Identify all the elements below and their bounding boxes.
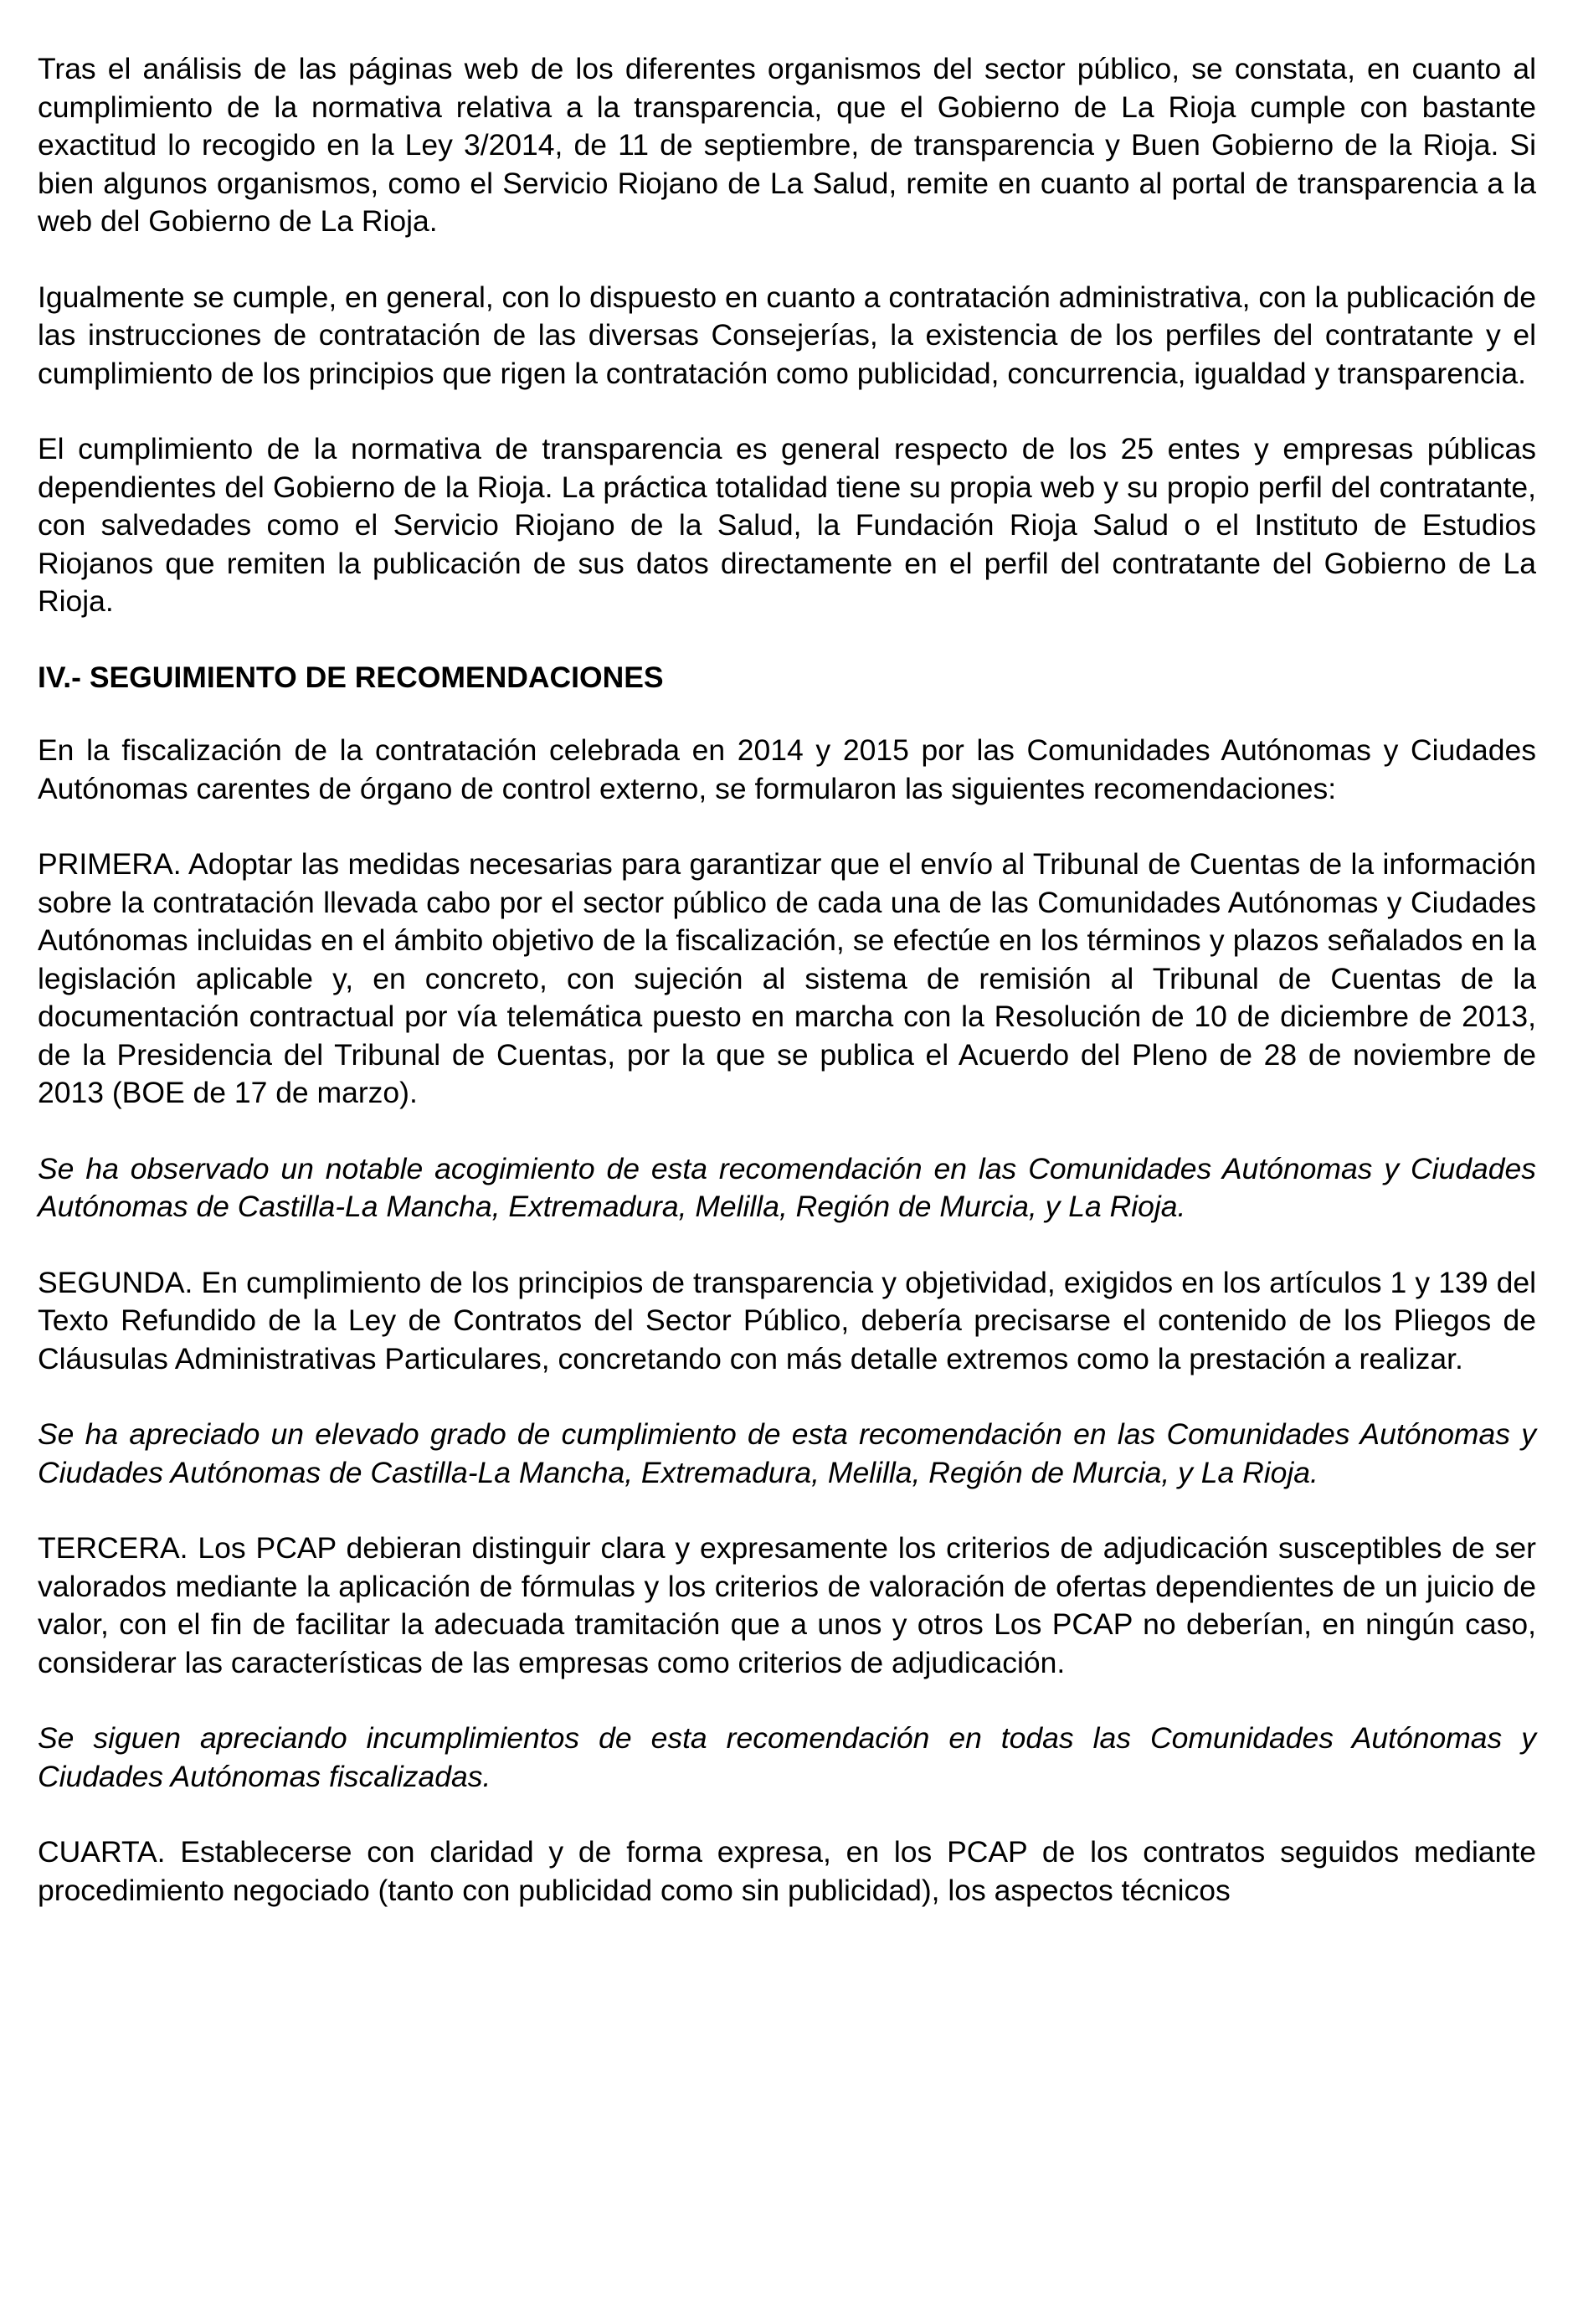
- paragraph-public-entities: El cumplimiento de la normativa de transparencia es general respecto de los 25 entes y empresas públicas dependientes del Gobierno de la Rioja. La práctica totalidad tiene su propia web y su propio perfil del contratante, con salvedades como el Servicio Riojano de la Salud, la Fundación Rioja Salud o el Instituto de Estudios Riojanos que remiten la publicación de sus datos directamente en el perfil del contratante del Gobierno de La Rioja.: [38, 432, 1536, 618]
- paragraph-contracting-compliance: Igualmente se cumple, en general, con lo dispuesto en cuanto a contratación administrativa, con la publicación de las instrucciones de contratación de las diversas Consejerías, la existencia de los perfiles del contratante y el cumplimiento de los principios que rigen la contratación como publicidad, concurrencia, igualdad y transparencia.: [38, 280, 1536, 390]
- section-heading: IV.- SEGUIMIENTO DE RECOMENDACIONES: [38, 660, 664, 694]
- recommendation-segunda: SEGUNDA. En cumplimiento de los principios de transparencia y objetividad, exigidos en los artículos 1 y 139 del Texto Refundido de la Ley de Contratos del Sector Público, debería precisarse el contenido de los Pliegos de Cláusulas Administrativas Particulares, concretando con más detalle extremos como la prestación a realizar.: [38, 1265, 1536, 1375]
- document-page: [38, 50, 1536, 1947]
- recommendation-cuarta: CUARTA. Establecerse con claridad y de forma expresa, en los PCAP de los contratos seguidos mediante procedimiento negociado (tanto con publicidad como sin publicidad), los aspectos técnicos: [38, 1835, 1536, 1907]
- paragraph-transparency-analysis: Tras el análisis de las páginas web de los diferentes organismos del sector público, se constata, en cuanto al cumplimiento de la normativa relativa a la transparencia, que el Gobierno de La Rioja cumple con bastante exactitud lo recogido en la Ley 3/2014, de 11 de septiembre, de transparencia y Buen Gobierno de la Rioja. Si bien algunos organismos, como el Servicio Riojano de La Salud, remite en cuanto al portal de transparencia a la web del Gobierno de La Rioja.: [38, 52, 1536, 238]
- recommendation-primera: PRIMERA. Adoptar las medidas necesarias para garantizar que el envío al Tribunal de Cuentas de la información sobre la contratación llevada cabo por el sector público de cada una de las Comunidades Autónomas y Ciudades Autónomas incluidas en el ámbito objetivo de la fiscalización, se efectúe en los términos y plazos señalados en la legislación aplicable y, en concreto, con sujeción al sistema de remisión al Tribunal de Cuentas de la documentación contractual por vía telemática puesto en marcha con la Resolución de 10 de diciembre de 2013, de la Presidencia del Tribunal de Cuentas, por la que se publica el Acuerdo del Pleno de 28 de noviembre de 2013 (BOE de 17 de marzo).: [38, 847, 1536, 1109]
- recommendation-segunda-note: Se ha apreciado un elevado grado de cumplimiento de esta recomendación en las Comunidades Autónomas y Ciudades Autónomas de Castilla-La Mancha, Extremadura, Melilla, Región de Murcia, y La Rioja.: [38, 1417, 1536, 1489]
- recommendation-tercera-note: Se siguen apreciando incumplimientos de esta recomendación en todas las Comunidades Autónomas y Ciudades Autónomas fiscalizadas.: [38, 1721, 1536, 1793]
- recommendation-primera-note: Se ha observado un notable acogimiento de esta recomendación en las Comunidades Autónomas y Ciudades Autónomas de Castilla-La Mancha, Extremadura, Melilla, Región de Murcia, y La Rioja.: [38, 1151, 1536, 1223]
- paragraph-section-intro: En la fiscalización de la contratación celebrada en 2014 y 2015 por las Comunidades Autónomas y Ciudades Autónomas carentes de órgano de control externo, se formularon las siguientes recomendaciones:: [38, 733, 1536, 805]
- recommendation-tercera: TERCERA. Los PCAP debieran distinguir clara y expresamente los criterios de adjudicación susceptibles de ser valorados mediante la aplicación de fórmulas y los criterios de valoración de ofertas dependientes de un juicio de valor, con el fin de facilitar la adecuada tramitación que a unos y otros Los PCAP no deberían, en ningún caso, considerar las características de las empresas como criterios de adjudicación.: [38, 1531, 1536, 1679]
